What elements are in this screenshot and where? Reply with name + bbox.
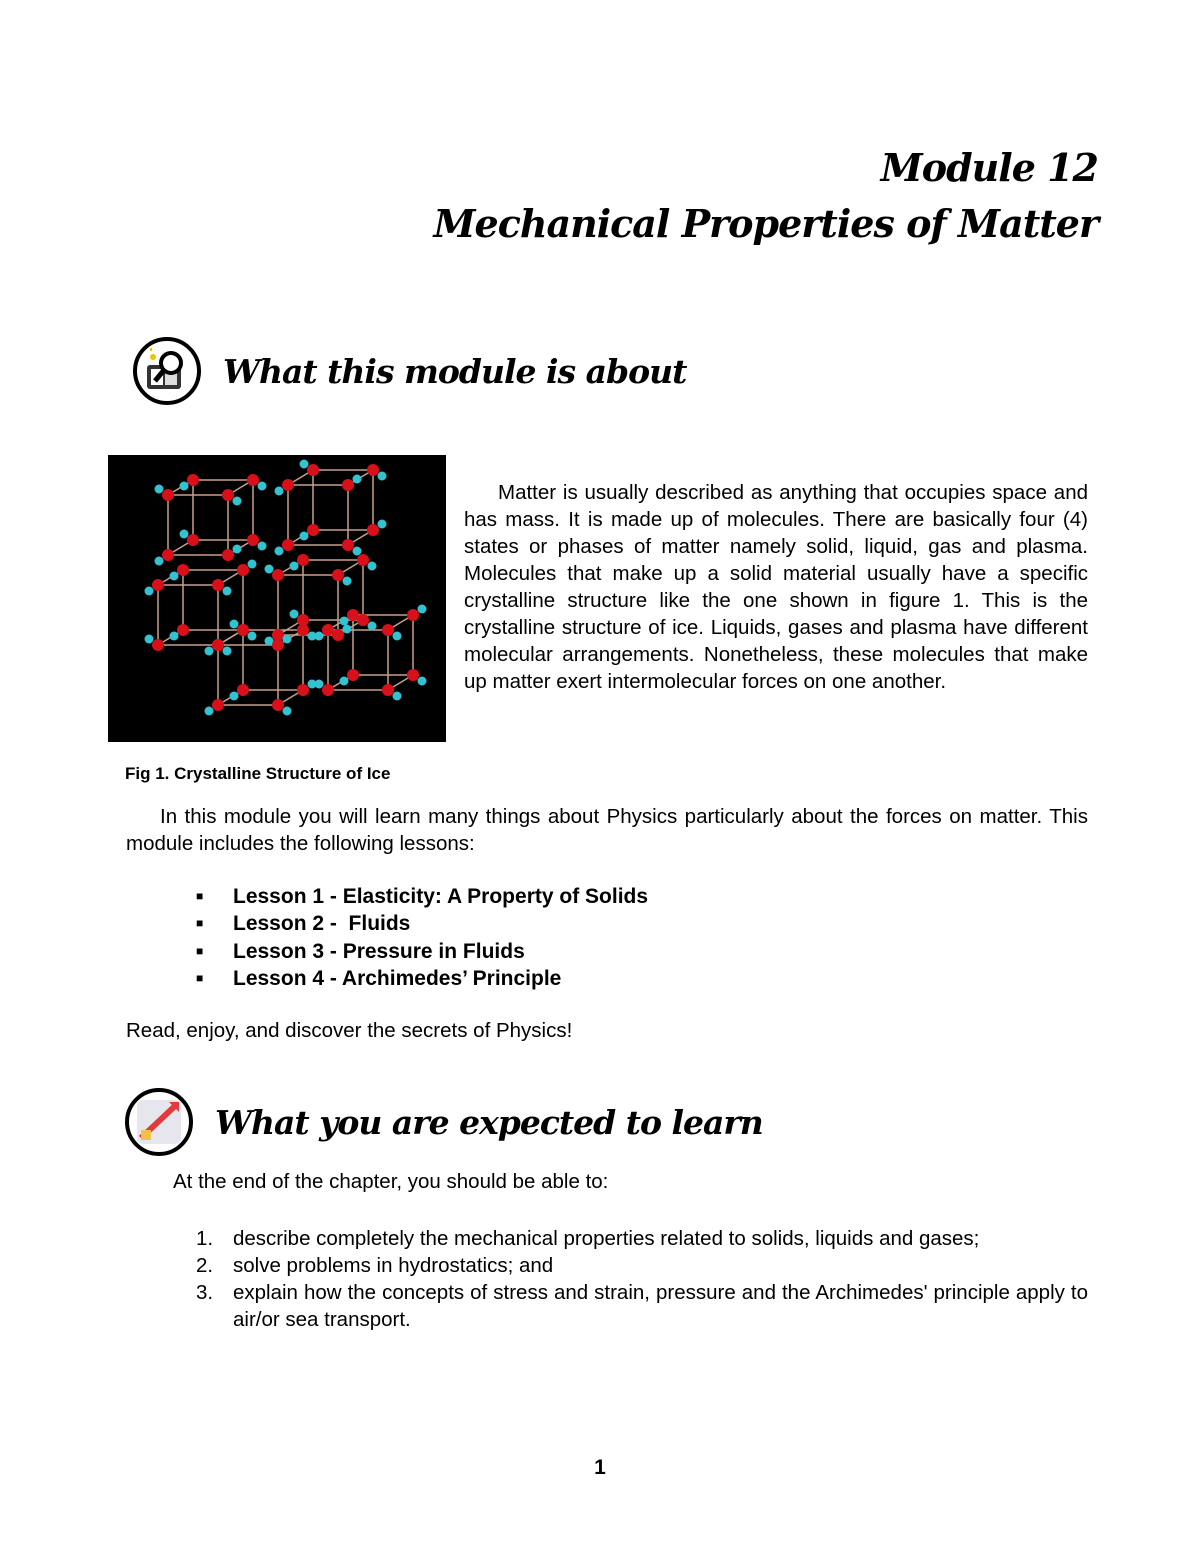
hydrogen-atom	[300, 460, 309, 469]
list-item: ■ Lesson 2 - Fluids	[196, 910, 648, 937]
hydrogen-atom	[418, 677, 427, 686]
list-item: ■ Lesson 4 - Archimedes’ Principle	[196, 965, 648, 992]
module-paragraph: In this module you will learn many things about Physics particularly about the forces on matter. This module includes the following lessons:	[126, 805, 1088, 855]
hydrogen-atom	[343, 625, 352, 634]
oxygen-atom	[307, 464, 319, 476]
oxygen-atom	[162, 489, 174, 501]
hydrogen-atom	[340, 677, 349, 686]
oxygen-atom	[247, 534, 259, 546]
oxygen-atom	[272, 699, 284, 711]
oxygen-atom	[187, 534, 199, 546]
hydrogen-atom	[353, 547, 362, 556]
oxygen-atom	[162, 549, 174, 561]
hydrogen-atom	[275, 487, 284, 496]
hydrogen-atom	[258, 482, 267, 491]
hydrogen-atom	[155, 485, 164, 494]
oxygen-atom	[407, 669, 419, 681]
oxygen-atom	[342, 479, 354, 491]
oxygen-atom	[297, 624, 309, 636]
list-item: 3. explain how the concepts of stress and strain, pressure and the Archimedes' principle apply to air/or sea transport.	[196, 1281, 1088, 1331]
hydrogen-atom	[170, 572, 179, 581]
hydrogen-atom	[340, 617, 349, 626]
oxygen-atom	[347, 669, 359, 681]
hydrogen-atom	[180, 482, 189, 491]
oxygen-atom	[237, 684, 249, 696]
oxygen-atom	[237, 624, 249, 636]
lessons-list	[196, 883, 648, 992]
hydrogen-atom	[393, 692, 402, 701]
closing-line: Read, enjoy, and discover the secrets of Physics!	[126, 1019, 573, 1042]
module-title	[433, 140, 1098, 252]
hydrogen-atom	[378, 472, 387, 481]
hydrogen-atom	[155, 557, 164, 566]
oxygen-atom	[282, 479, 294, 491]
hydrogen-atom	[145, 635, 154, 644]
hydrogen-atom	[258, 542, 267, 551]
hydrogen-atom	[368, 622, 377, 631]
oxygen-atom	[382, 684, 394, 696]
module-number: Module 12	[880, 145, 1098, 190]
hydrogen-atom	[233, 545, 242, 554]
hydrogen-atom	[248, 632, 257, 641]
oxygen-atom	[307, 524, 319, 536]
expected-heading: What you are expected to learn	[215, 1102, 763, 1142]
oxygen-atom	[322, 684, 334, 696]
hydrogen-atom	[290, 610, 299, 619]
magnifier-icon	[133, 337, 201, 405]
hydrogen-atom	[233, 497, 242, 506]
hydrogen-atom	[315, 680, 324, 689]
page-number: 1	[594, 1456, 606, 1479]
oxygen-atom	[272, 569, 284, 581]
oxygen-atom	[212, 579, 224, 591]
bullet-icon: ■	[196, 916, 204, 931]
objectives-list	[196, 1225, 1088, 1333]
hydrogen-atom	[230, 692, 239, 701]
oxygen-atom	[177, 564, 189, 576]
hydrogen-atom	[290, 562, 299, 571]
hydrogen-atom	[283, 707, 292, 716]
expected-section-heading	[125, 1088, 763, 1156]
hydrogen-atom	[283, 635, 292, 644]
hydrogen-atom	[265, 565, 274, 574]
hydrogen-atom	[248, 560, 257, 569]
oxygen-atom	[152, 579, 164, 591]
hydrogen-atom	[393, 632, 402, 641]
hydrogen-atom	[205, 647, 214, 656]
list-item: ■ Lesson 1 - Elasticity: A Property of Solids	[196, 883, 648, 910]
oxygen-atom	[332, 569, 344, 581]
about-section-heading	[133, 337, 686, 405]
oxygen-atom	[247, 474, 259, 486]
oxygen-atom	[382, 624, 394, 636]
hydrogen-atom	[205, 707, 214, 716]
hydrogen-atom	[343, 577, 352, 586]
list-item: 2. solve problems in hydrostatics; and	[196, 1254, 554, 1277]
oxygen-atom	[282, 539, 294, 551]
about-heading: What this module is about	[223, 351, 687, 391]
oxygen-atom	[237, 564, 249, 576]
oxygen-atom	[407, 609, 419, 621]
oxygen-atom	[272, 639, 284, 651]
list-item: ■ Lesson 3 - Pressure in Fluids	[196, 938, 648, 965]
hydrogen-atom	[378, 520, 387, 529]
hydrogen-atom	[145, 587, 154, 596]
objectives-lead: At the end of the chapter, you should be able to:	[173, 1170, 609, 1193]
ice-crystal-figure	[108, 455, 446, 742]
oxygen-atom	[322, 624, 334, 636]
hydrogen-atom	[353, 475, 362, 484]
oxygen-atom	[152, 639, 164, 651]
oxygen-atom	[222, 489, 234, 501]
oxygen-atom	[187, 474, 199, 486]
hydrogen-atom	[223, 647, 232, 656]
oxygen-atom	[347, 609, 359, 621]
list-item: 1. describe completely the mechanical properties related to solids, liquids and gases;	[196, 1227, 980, 1250]
bullet-icon: ■	[196, 970, 204, 985]
oxygen-atom	[212, 639, 224, 651]
intro-paragraph: Matter is usually described as anything that occupies space and has mass. It is made up of molecules. There are basically four (4) states or phases of matter namely solid, liquid, gas and plasma. Molecules that make up a solid material usually have a specific crystalline structure like the one shown in figure 1. This is the crystalline structure of ice. Liquids, gases and plasma have different molecular arrangements. Nonetheless, these molecules that make up matter exert intermolecular forces on one another.	[464, 481, 1088, 693]
bullet-icon: ■	[196, 943, 204, 958]
oxygen-atom	[297, 554, 309, 566]
oxygen-atom	[177, 624, 189, 636]
oxygen-atom	[357, 554, 369, 566]
oxygen-atom	[342, 539, 354, 551]
hydrogen-atom	[300, 532, 309, 541]
bullet-icon: ■	[196, 889, 204, 903]
hydrogen-atom	[418, 605, 427, 614]
hydrogen-atom	[275, 547, 284, 556]
hydrogen-atom	[180, 530, 189, 539]
oxygen-atom	[367, 524, 379, 536]
module-name: Mechanical Properties of Matter	[433, 201, 1098, 246]
hydrogen-atom	[170, 632, 179, 641]
oxygen-atom	[367, 464, 379, 476]
oxygen-atom	[222, 549, 234, 561]
oxygen-atom	[297, 684, 309, 696]
hydrogen-atom	[315, 632, 324, 641]
figure-caption: Fig 1. Crystalline Structure of Ice	[125, 764, 391, 783]
hydrogen-atom	[223, 587, 232, 596]
hydrogen-atom	[368, 562, 377, 571]
hydrogen-atom	[230, 620, 239, 629]
oxygen-atom	[212, 699, 224, 711]
pencil-target-icon	[125, 1088, 193, 1156]
